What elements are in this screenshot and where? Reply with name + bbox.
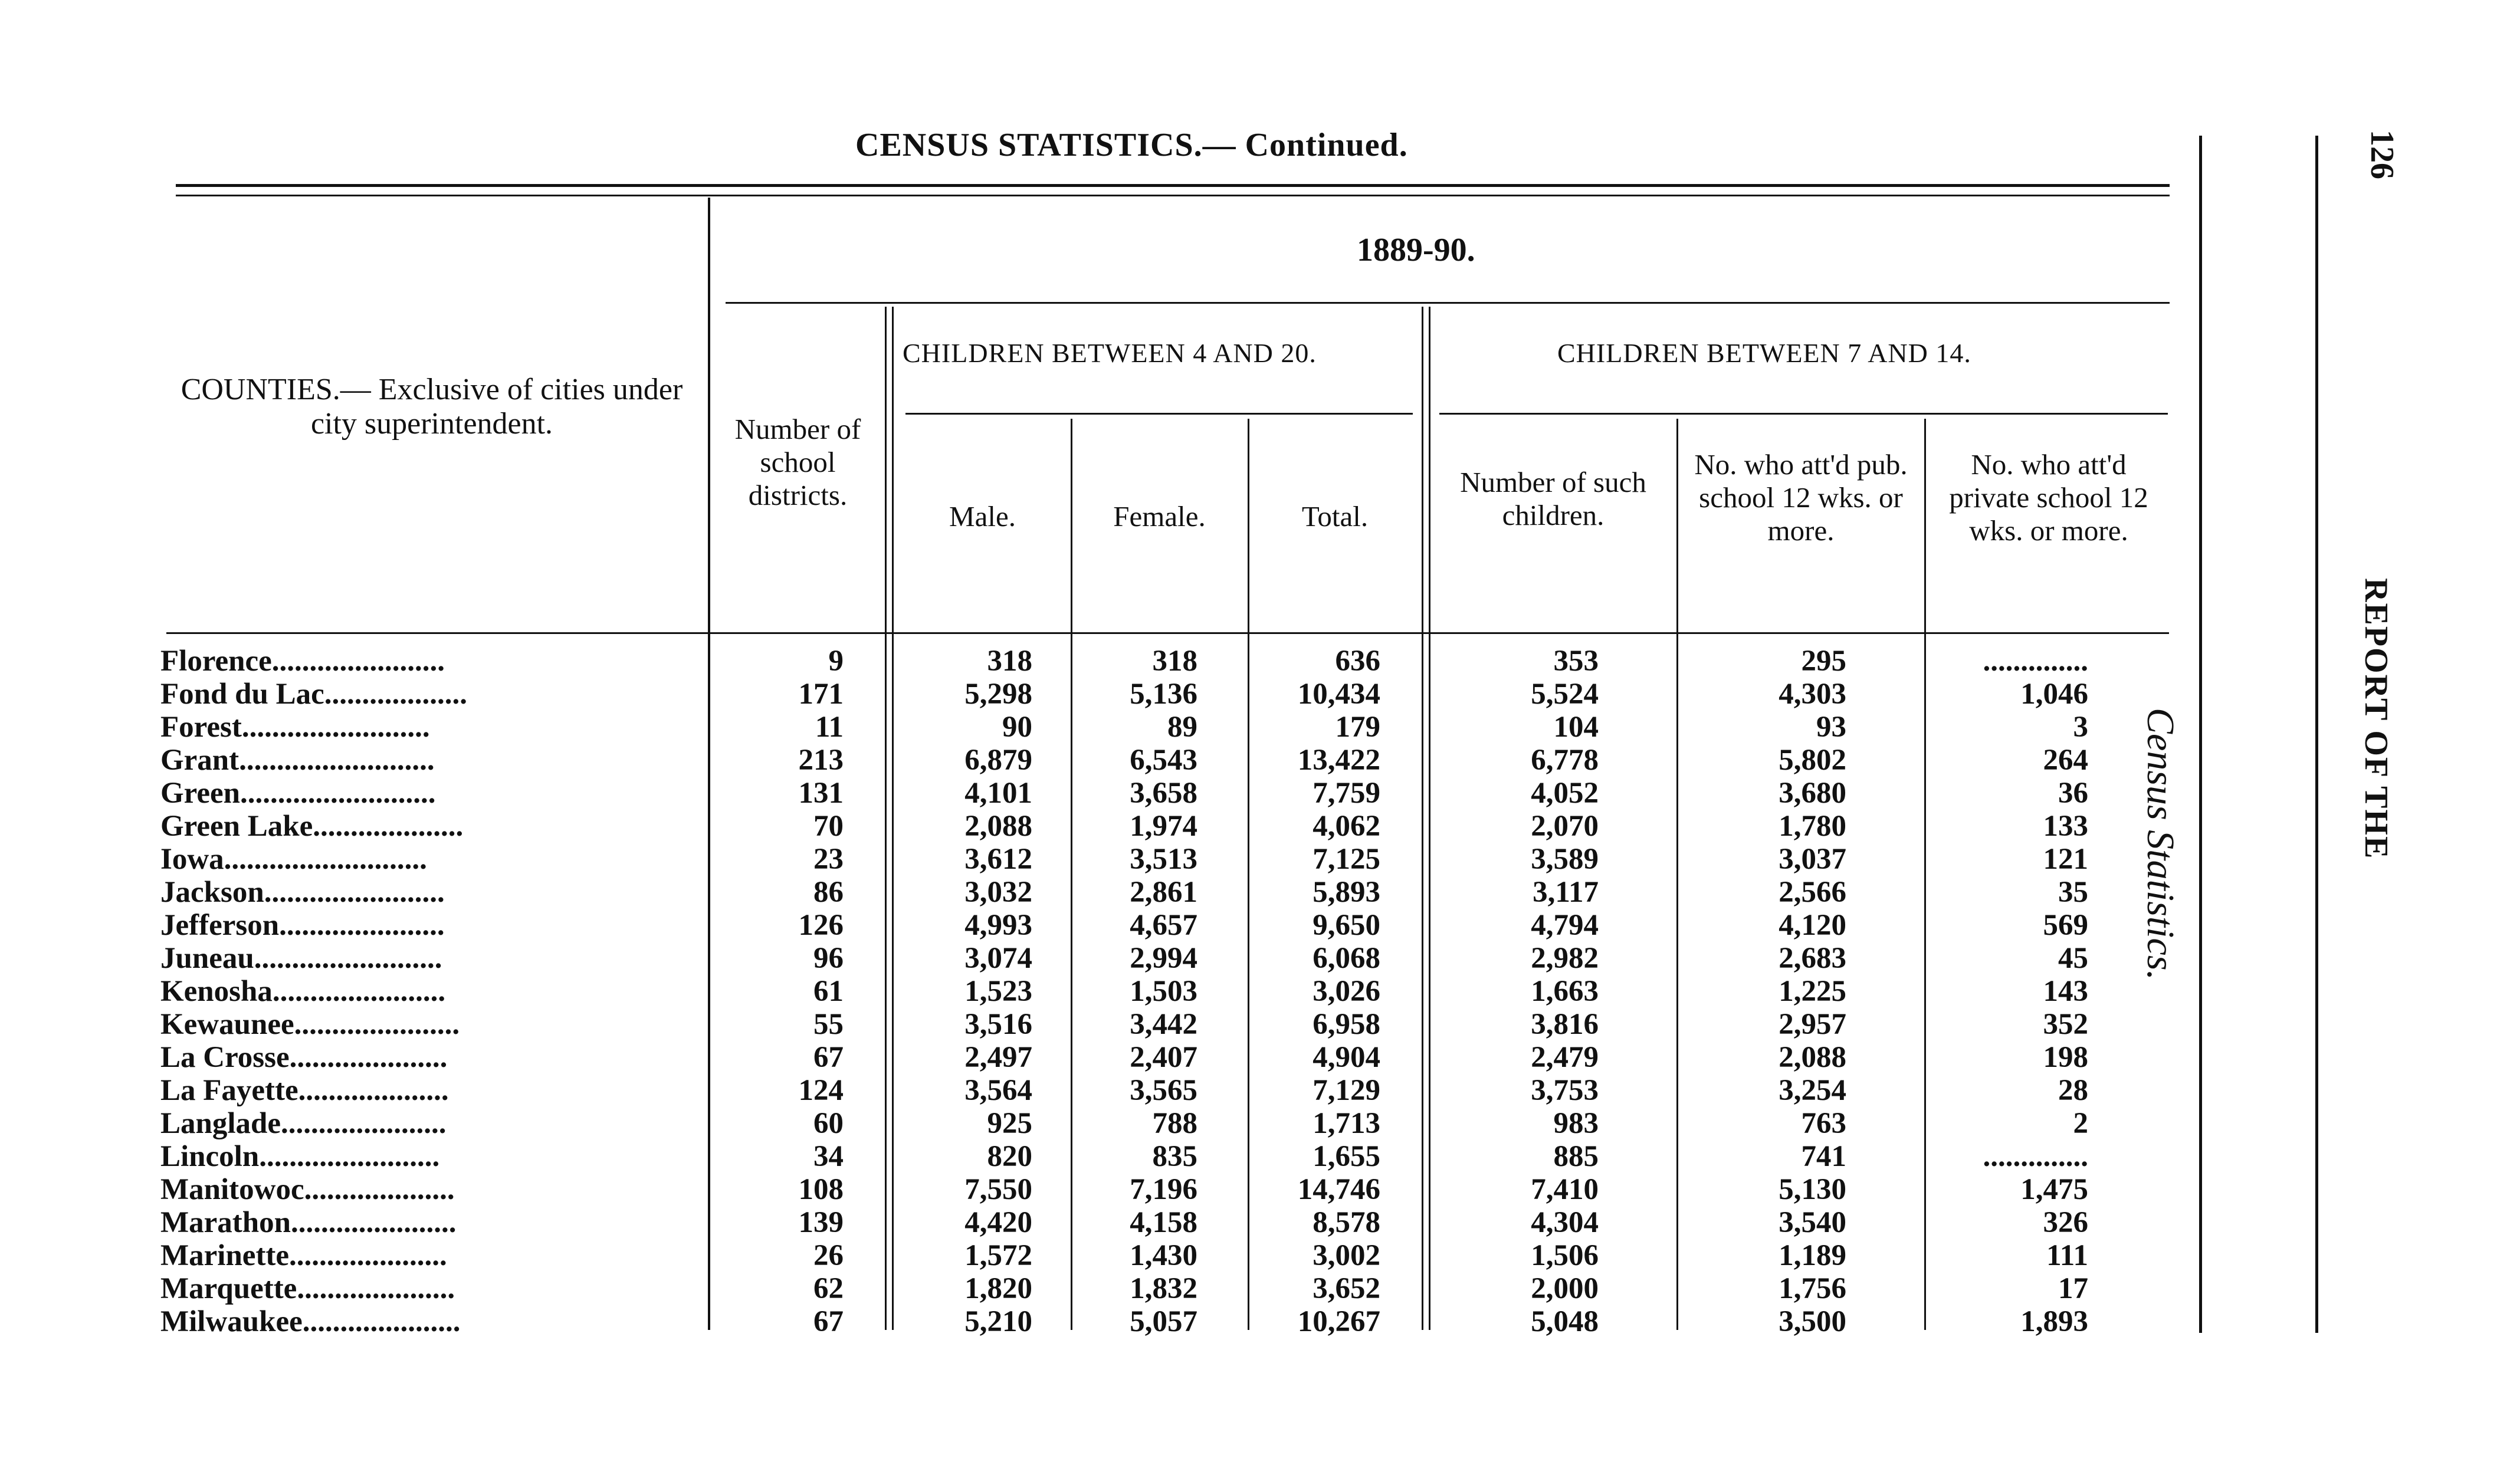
such-children-cell: 353 (1553, 645, 1599, 678)
county-name: Jackson........................ (160, 876, 445, 909)
male-cell: 7,550 (964, 1173, 1032, 1206)
male-cell: 90 (1002, 711, 1032, 744)
male-column-header: Male. (949, 500, 1016, 533)
table-row (0, 1007, 2183, 1040)
private-school-cell: 35 (2058, 876, 2088, 909)
total-cell: 9,650 (1312, 909, 1380, 942)
group-header-4-20: CHILDREN BETWEEN 4 AND 20. (903, 338, 1317, 368)
female-cell: 3,658 (1130, 777, 1197, 810)
county-name: Juneau......................... (160, 942, 442, 975)
such-children-cell: 885 (1553, 1140, 1599, 1173)
such-children-cell: 4,304 (1531, 1206, 1599, 1239)
county-name: Iowa........................... (160, 843, 427, 876)
districts-cell: 55 (813, 1008, 844, 1041)
total-cell: 10,434 (1297, 678, 1380, 711)
table-row (0, 1272, 2183, 1305)
male-cell: 4,993 (964, 909, 1032, 942)
male-cell: 4,101 (964, 777, 1032, 810)
public-school-cell: 4,120 (1779, 909, 1846, 942)
total-cell: 14,746 (1297, 1173, 1380, 1206)
group-rule-7-14 (1439, 413, 2168, 415)
male-cell: 820 (987, 1140, 1032, 1173)
counties-column-header: COUNTIES.— Exclusive of cities under city superintendent. (181, 373, 683, 441)
total-cell: 7,125 (1312, 843, 1380, 876)
table-row (0, 776, 2183, 809)
male-cell: 3,032 (964, 876, 1032, 909)
public-school-cell: 3,680 (1779, 777, 1846, 810)
public-school-cell: 5,130 (1779, 1173, 1846, 1206)
top-rule (176, 184, 2170, 187)
female-cell: 3,565 (1130, 1074, 1197, 1107)
table-row (0, 1239, 2183, 1272)
running-head: REPORT OF THE (2358, 578, 2394, 860)
female-cell: 4,657 (1130, 909, 1197, 942)
male-cell: 2,088 (964, 810, 1032, 843)
public-school-cell: 3,540 (1779, 1206, 1846, 1239)
districts-cell: 67 (813, 1305, 844, 1338)
such-children-cell: 1,506 (1531, 1239, 1599, 1272)
male-cell: 3,612 (964, 843, 1032, 876)
such-children-cell: 2,000 (1531, 1272, 1599, 1305)
total-cell: 6,068 (1312, 942, 1380, 975)
male-cell: 5,210 (964, 1305, 1032, 1338)
female-cell: 2,994 (1130, 942, 1197, 975)
male-cell: 318 (987, 645, 1032, 678)
county-name: Grant.......................... (160, 744, 435, 777)
county-name: Green Lake.................... (160, 810, 464, 843)
private-school-column-header: No. who att'd private school 12 wks. or more. (1949, 448, 2148, 547)
side-title: Census Statistics. (2139, 708, 2182, 981)
districts-column-header: Number of school districts. (734, 413, 861, 511)
total-cell: 3,652 (1312, 1272, 1380, 1305)
total-cell: 3,002 (1312, 1239, 1380, 1272)
private-school-cell: 264 (2043, 744, 2088, 777)
total-cell: 4,062 (1312, 810, 1380, 843)
total-cell: 1,713 (1312, 1107, 1380, 1140)
table-row (0, 974, 2183, 1007)
private-school-cell: 121 (2043, 843, 2088, 876)
county-name: Jefferson...................... (160, 909, 445, 942)
private-school-cell: 1,893 (2020, 1305, 2088, 1338)
female-cell: 89 (1167, 711, 1197, 744)
such-children-cell: 3,816 (1531, 1008, 1599, 1041)
public-school-cell: 2,683 (1779, 942, 1846, 975)
private-school-cell: 17 (2058, 1272, 2088, 1305)
total-cell: 7,759 (1312, 777, 1380, 810)
table-row (0, 875, 2183, 908)
public-school-cell: 1,756 (1779, 1272, 1846, 1305)
private-school-cell: 133 (2043, 810, 2088, 843)
female-cell: 7,196 (1130, 1173, 1197, 1206)
districts-cell: 9 (828, 645, 844, 678)
female-cell: 5,057 (1130, 1305, 1197, 1338)
private-school-cell: 326 (2043, 1206, 2088, 1239)
table-row (0, 1139, 2183, 1172)
total-cell: 7,129 (1312, 1074, 1380, 1107)
districts-cell: 126 (798, 909, 844, 942)
public-school-cell: 4,303 (1779, 678, 1846, 711)
total-cell: 13,422 (1297, 744, 1380, 777)
female-cell: 2,407 (1130, 1041, 1197, 1074)
male-cell: 5,298 (964, 678, 1032, 711)
female-cell: 4,158 (1130, 1206, 1197, 1239)
county-name: Lincoln........................ (160, 1140, 440, 1173)
public-school-cell: 3,037 (1779, 843, 1846, 876)
private-school-cell: 1,475 (2020, 1173, 2088, 1206)
female-cell: 3,513 (1130, 843, 1197, 876)
public-school-cell: 2,957 (1779, 1008, 1846, 1041)
female-cell: 6,543 (1130, 744, 1197, 777)
such-children-column-header: Number of such children. (1460, 466, 1646, 531)
female-cell: 5,136 (1130, 678, 1197, 711)
county-name: La Fayette.................... (160, 1074, 449, 1107)
total-cell: 6,958 (1312, 1008, 1380, 1041)
table-row (0, 1040, 2183, 1073)
female-cell: 1,430 (1130, 1239, 1197, 1272)
districts-cell: 61 (813, 975, 844, 1008)
page-number: 126 (2364, 130, 2400, 179)
page-title: CENSUS STATISTICS.— Continued. (855, 127, 1408, 163)
male-cell: 6,879 (964, 744, 1032, 777)
private-school-cell: 352 (2043, 1008, 2088, 1041)
county-name: Florence....................... (160, 645, 445, 678)
male-cell: 1,820 (964, 1272, 1032, 1305)
male-cell: 925 (987, 1107, 1032, 1140)
private-school-cell: 143 (2043, 975, 2088, 1008)
male-cell: 1,523 (964, 975, 1032, 1008)
such-children-cell: 4,794 (1531, 909, 1599, 942)
female-cell: 318 (1152, 645, 1197, 678)
private-school-cell: 2 (2073, 1107, 2088, 1140)
private-school-cell: 569 (2043, 909, 2088, 942)
public-school-cell: 3,254 (1779, 1074, 1846, 1107)
such-children-cell: 983 (1553, 1107, 1599, 1140)
private-school-cell: 111 (2046, 1239, 2088, 1272)
table-row (0, 908, 2183, 941)
table-row (0, 710, 2183, 743)
county-name: La Crosse..................... (160, 1041, 448, 1074)
districts-cell: 11 (815, 711, 844, 744)
such-children-cell: 1,663 (1531, 975, 1599, 1008)
table-row (0, 1172, 2183, 1205)
total-cell: 10,267 (1297, 1305, 1380, 1338)
districts-cell: 70 (813, 810, 844, 843)
table-row (0, 809, 2183, 842)
such-children-cell: 3,753 (1531, 1074, 1599, 1107)
male-cell: 3,564 (964, 1074, 1032, 1107)
districts-cell: 26 (813, 1239, 844, 1272)
male-cell: 3,074 (964, 942, 1032, 975)
such-children-cell: 104 (1553, 711, 1599, 744)
male-cell: 2,497 (964, 1041, 1032, 1074)
county-name: Marinette..................... (160, 1239, 447, 1272)
total-cell: 636 (1335, 645, 1380, 678)
districts-cell: 62 (813, 1272, 844, 1305)
districts-cell: 213 (798, 744, 844, 777)
private-school-cell: 198 (2043, 1041, 2088, 1074)
female-cell: 2,861 (1130, 876, 1197, 909)
private-school-cell: .............. (1983, 1140, 2088, 1173)
private-school-cell: 1,046 (2020, 678, 2088, 711)
period-label: 1889-90. (1357, 232, 1475, 268)
such-children-cell: 6,778 (1531, 744, 1599, 777)
districts-cell: 139 (798, 1206, 844, 1239)
table-row (0, 1073, 2183, 1106)
total-cell: 3,026 (1312, 975, 1380, 1008)
table-row (0, 941, 2183, 974)
public-school-cell: 93 (1816, 711, 1846, 744)
female-column-header: Female. (1113, 500, 1206, 533)
county-name: Kewaunee...................... (160, 1008, 460, 1041)
total-column-header: Total. (1301, 500, 1369, 533)
group-header-7-14: CHILDREN BETWEEN 7 AND 14. (1557, 338, 1971, 368)
private-school-cell: .............. (1983, 645, 2088, 678)
public-school-cell: 5,802 (1779, 744, 1846, 777)
female-cell: 3,442 (1130, 1008, 1197, 1041)
table-row (0, 1205, 2183, 1239)
county-name: Forest......................... (160, 711, 430, 744)
districts-cell: 131 (798, 777, 844, 810)
male-cell: 1,572 (964, 1239, 1032, 1272)
such-children-cell: 5,524 (1531, 678, 1599, 711)
public-school-cell: 741 (1801, 1140, 1846, 1173)
districts-cell: 96 (813, 942, 844, 975)
public-school-cell: 3,500 (1779, 1305, 1846, 1338)
public-school-cell: 763 (1801, 1107, 1846, 1140)
such-children-cell: 7,410 (1531, 1173, 1599, 1206)
female-cell: 1,503 (1130, 975, 1197, 1008)
total-cell: 1,655 (1312, 1140, 1380, 1173)
header-bottom-rule (166, 632, 2169, 634)
group-rule-4-20 (905, 413, 1413, 415)
male-cell: 4,420 (964, 1206, 1032, 1239)
districts-cell: 86 (813, 876, 844, 909)
data-rows (0, 644, 2183, 1338)
female-cell: 1,974 (1130, 810, 1197, 843)
private-school-cell: 36 (2058, 777, 2088, 810)
table-row (0, 1305, 2183, 1338)
such-children-cell: 2,070 (1531, 810, 1599, 843)
female-cell: 835 (1152, 1140, 1197, 1173)
county-name: Kenosha....................... (160, 975, 446, 1008)
districts-cell: 108 (798, 1173, 844, 1206)
such-children-cell: 3,589 (1531, 843, 1599, 876)
county-name: Manitowoc.................... (160, 1173, 455, 1206)
county-name: Marathon...................... (160, 1206, 457, 1239)
such-children-cell: 2,479 (1531, 1041, 1599, 1074)
total-cell: 8,578 (1312, 1206, 1380, 1239)
period-rule (726, 302, 2170, 304)
such-children-cell: 3,117 (1533, 876, 1599, 909)
table-row (0, 677, 2183, 710)
such-children-cell: 5,048 (1531, 1305, 1599, 1338)
total-cell: 179 (1335, 711, 1380, 744)
districts-cell: 124 (798, 1074, 844, 1107)
districts-cell: 171 (798, 678, 844, 711)
county-name: Marquette..................... (160, 1272, 455, 1305)
private-school-cell: 28 (2058, 1074, 2088, 1107)
public-school-cell: 2,566 (1779, 876, 1846, 909)
top-rule-thin (176, 195, 2170, 196)
private-school-cell: 45 (2058, 942, 2088, 975)
total-cell: 5,893 (1312, 876, 1380, 909)
private-school-cell: 3 (2073, 711, 2088, 744)
male-cell: 3,516 (964, 1008, 1032, 1041)
districts-cell: 60 (813, 1107, 844, 1140)
public-school-cell: 1,189 (1779, 1239, 1846, 1272)
total-cell: 4,904 (1312, 1041, 1380, 1074)
districts-cell: 67 (813, 1041, 844, 1074)
female-cell: 788 (1152, 1107, 1197, 1140)
public-school-column-header: No. who att'd pub. school 12 wks. or more. (1694, 448, 1908, 547)
districts-cell: 34 (813, 1140, 844, 1173)
divider-right (2199, 136, 2202, 1333)
county-name: Green.......................... (160, 777, 436, 810)
table-row (0, 1106, 2183, 1139)
such-children-cell: 2,982 (1531, 942, 1599, 975)
female-cell: 1,832 (1130, 1272, 1197, 1305)
public-school-cell: 1,780 (1779, 810, 1846, 843)
public-school-cell: 1,225 (1779, 975, 1846, 1008)
districts-cell: 23 (813, 843, 844, 876)
county-name: Milwaukee..................... (160, 1305, 461, 1338)
table-row (0, 644, 2183, 677)
table-row (0, 842, 2183, 875)
such-children-cell: 4,052 (1531, 777, 1599, 810)
divider-far-right (2315, 136, 2318, 1333)
public-school-cell: 2,088 (1779, 1041, 1846, 1074)
county-name: Langlade...................... (160, 1107, 447, 1140)
table-row (0, 743, 2183, 776)
public-school-cell: 295 (1801, 645, 1846, 678)
county-name: Fond du Lac................... (160, 678, 468, 711)
